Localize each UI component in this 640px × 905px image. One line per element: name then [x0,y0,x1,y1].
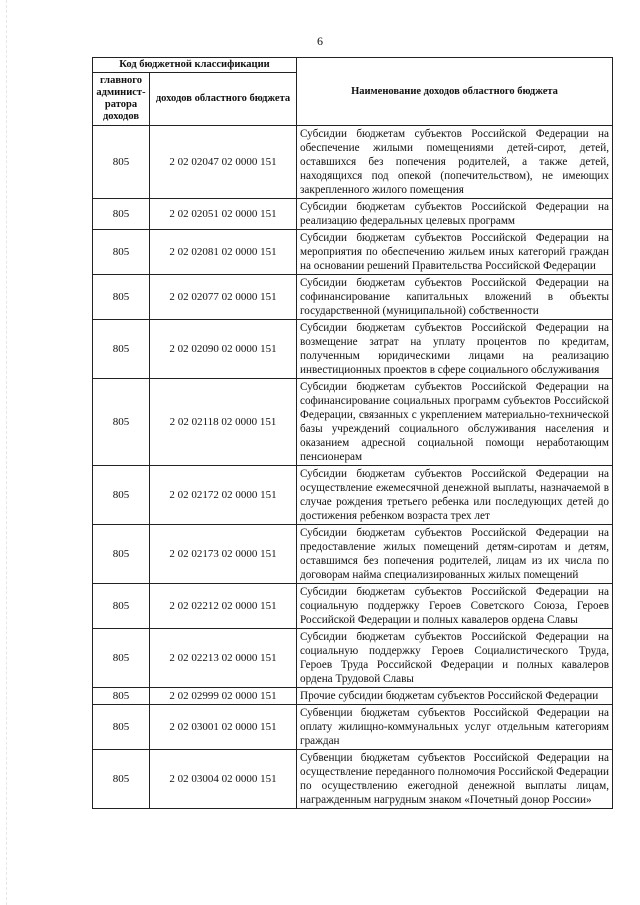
header-income-name: Наименование доходов областного бюджета [297,58,613,126]
income-code-cell: 2 02 03004 02 0000 151 [150,750,297,809]
income-code-cell: 2 02 02081 02 0000 151 [150,230,297,275]
table-row [93,584,613,629]
income-code-cell: 2 02 03001 02 0000 151 [150,705,297,750]
table-row [93,688,613,705]
admin-code-cell: 805 [93,584,150,629]
admin-code-cell: 805 [93,275,150,320]
income-code-cell: 2 02 02090 02 0000 151 [150,320,297,379]
table-row [93,230,613,275]
admin-code-cell: 805 [93,466,150,525]
header-classification-code: Код бюджетной классификации [93,58,297,73]
admin-code-cell: 805 [93,629,150,688]
table-body [93,126,613,809]
table-row [93,705,613,750]
header-chief-administrator: главного админист-ратора доходов [93,73,150,126]
income-code-cell: 2 02 02999 02 0000 151 [150,688,297,705]
header-regional-income-code: доходов областного бюджета [150,73,297,126]
page-number: 6 [317,34,323,48]
income-code-cell: 2 02 02051 02 0000 151 [150,199,297,230]
table-row [93,629,613,688]
admin-code-cell: 805 [93,320,150,379]
income-name-cell: Субсидии бюджетам субъектов Российской Федерации на софинансирование социальных программ субъектов Российской Федерации, связанных с укреплением материально-технической базы учреждений социального обслуживания населения и оказанием адресной социальной помощи неработающим пенсионерам [297,379,613,466]
table-row [93,199,613,230]
income-name-cell: Субсидии бюджетам субъектов Российской Федерации на обеспечение жилыми помещениями детей-сирот, детей, оставшихся без попечения родителей, а также детей, находящихся под опекой (попечительством), не имеющих закрепленного жилого помещения [297,126,613,199]
admin-code-cell: 805 [93,199,150,230]
table-row [93,525,613,584]
scan-edge-line [6,0,7,905]
income-code-cell: 2 02 02077 02 0000 151 [150,275,297,320]
budget-classification-table [92,57,613,809]
income-code-cell: 2 02 02213 02 0000 151 [150,629,297,688]
income-name-cell: Субсидии бюджетам субъектов Российской Федерации на мероприятия по обеспечению жильем иных категорий граждан на основании решений Правительства Российской Федерации [297,230,613,275]
table-row [93,320,613,379]
admin-code-cell: 805 [93,688,150,705]
income-name-cell: Субсидии бюджетам субъектов Российской Федерации на осуществление ежемесячной денежной выплаты, назначаемой в случае рождения третьего ребенка или последующих детей до достижения ребенком возраста трех лет [297,466,613,525]
income-code-cell: 2 02 02212 02 0000 151 [150,584,297,629]
admin-code-cell: 805 [93,230,150,275]
table-row [93,750,613,809]
income-code-cell: 2 02 02047 02 0000 151 [150,126,297,199]
income-name-cell: Субсидии бюджетам субъектов Российской Федерации на реализацию федеральных целевых программ [297,199,613,230]
income-name-cell: Прочие субсидии бюджетам субъектов Российской Федерации [297,688,613,705]
income-name-cell: Субсидии бюджетам субъектов Российской Федерации на предоставление жилых помещений детям-сиротам и детям, оставшимся без попечения родителей, лицам из их числа по договорам найма специализированных жилых помещений [297,525,613,584]
table-row [93,379,613,466]
income-name-cell: Субсидии бюджетам субъектов Российской Федерации на социальную поддержку Героев Советского Союза, Героев Российской Федерации и полных кавалеров ордена Славы [297,584,613,629]
admin-code-cell: 805 [93,126,150,199]
income-name-cell: Субвенции бюджетам субъектов Российской Федерации на оплату жилищно-коммунальных услуг отдельным категориям граждан [297,705,613,750]
income-name-cell: Субсидии бюджетам субъектов Российской Федерации на социальную поддержку Героев Социалистического Труда, Героев Труда Российской Федерации и полных кавалеров ордена Трудовой Славы [297,629,613,688]
table-row [93,126,613,199]
income-name-cell: Субсидии бюджетам субъектов Российской Федерации на возмещение затрат на уплату процентов по кредитам, полученным юридическими лицами на реализацию инвестиционных проектов в сфере социального обслуживания [297,320,613,379]
admin-code-cell: 805 [93,750,150,809]
income-code-cell: 2 02 02118 02 0000 151 [150,379,297,466]
table-row [93,275,613,320]
admin-code-cell: 805 [93,379,150,466]
table-row [93,466,613,525]
admin-code-cell: 805 [93,525,150,584]
income-name-cell: Субвенции бюджетам субъектов Российской Федерации на осуществление переданного полномочия Российской Федерации по осуществлению ежегодной денежной выплаты лицам, награжденным нагрудным знаком «Почетный донор России» [297,750,613,809]
income-code-cell: 2 02 02172 02 0000 151 [150,466,297,525]
income-code-cell: 2 02 02173 02 0000 151 [150,525,297,584]
income-name-cell: Субсидии бюджетам субъектов Российской Федерации на софинансирование капитальных вложений в объекты государственной (муниципальной) собственности [297,275,613,320]
admin-code-cell: 805 [93,705,150,750]
